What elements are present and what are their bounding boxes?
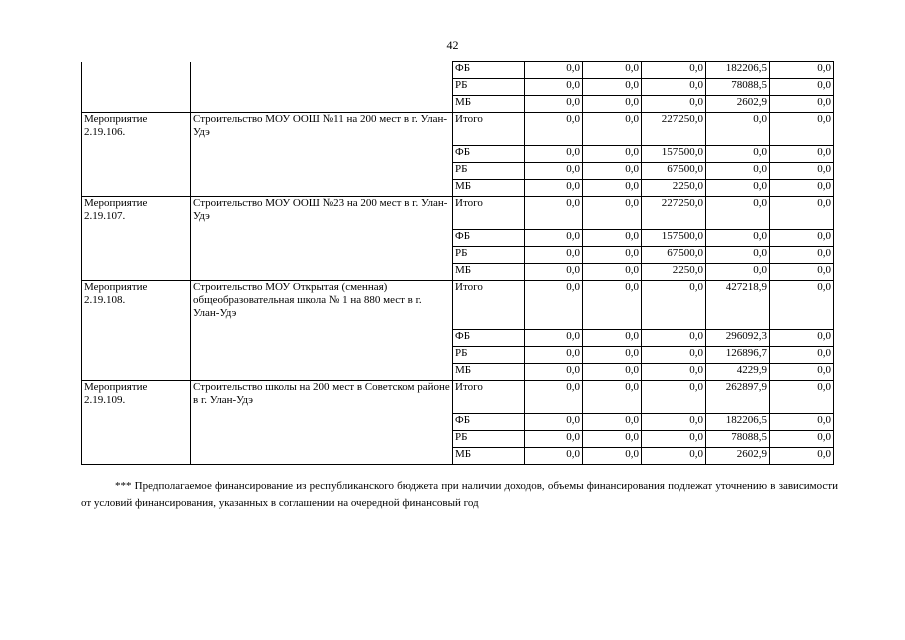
value-cell: 0,0: [706, 163, 770, 180]
source-cell: РБ: [453, 431, 525, 448]
value-cell: 0,0: [525, 146, 583, 163]
value-cell: 0,0: [525, 247, 583, 264]
value-cell: 0,0: [525, 448, 583, 465]
table-row: [82, 62, 834, 79]
value-cell: 0,0: [583, 414, 642, 431]
footnote: *** Предполагаемое финансирование из республиканского бюджета при наличии доходов, объемы финансирования подлежат уточнению в зависимости от условий финансирования, указанных в соглашении на очередной финансовый год: [81, 480, 838, 509]
value-cell: 0,0: [525, 381, 583, 414]
value-cell: 0,0: [770, 146, 834, 163]
value-cell: 0,0: [525, 113, 583, 146]
value-cell: 4229,9: [706, 364, 770, 381]
value-cell: 0,0: [583, 96, 642, 113]
value-cell: 2602,9: [706, 96, 770, 113]
measure-id-cell: Мероприятие 2.19.106.: [82, 113, 191, 197]
measure-title-cell: Строительство МОУ ООШ №11 на 200 мест в г. Улан-Удэ: [191, 113, 453, 197]
value-cell: 78088,5: [706, 79, 770, 96]
measure-id-cell: Мероприятие 2.19.108.: [82, 281, 191, 381]
value-cell: 0,0: [525, 264, 583, 281]
value-cell: 0,0: [770, 180, 834, 197]
source-cell: РБ: [453, 247, 525, 264]
value-cell: 0,0: [525, 230, 583, 247]
value-cell: 0,0: [770, 364, 834, 381]
value-cell: 0,0: [770, 330, 834, 347]
value-cell: 0,0: [706, 197, 770, 230]
value-cell: 67500,0: [642, 247, 706, 264]
value-cell: 0,0: [583, 364, 642, 381]
table-row: [82, 197, 834, 230]
source-cell: МБ: [453, 96, 525, 113]
value-cell: 0,0: [583, 347, 642, 364]
value-cell: 0,0: [525, 163, 583, 180]
value-cell: 2250,0: [642, 180, 706, 197]
measure-title-cell: Строительство МОУ Открытая (сменная) общеобразовательная школа № 1 на 880 мест в г. Улан-Удэ: [191, 281, 453, 381]
value-cell: 0,0: [642, 381, 706, 414]
table-row: [82, 113, 834, 146]
value-cell: 0,0: [642, 330, 706, 347]
value-cell: 0,0: [770, 163, 834, 180]
value-cell: 0,0: [642, 448, 706, 465]
value-cell: 0,0: [706, 247, 770, 264]
value-cell: 0,0: [770, 431, 834, 448]
value-cell: 78088,5: [706, 431, 770, 448]
source-cell: РБ: [453, 163, 525, 180]
value-cell: 0,0: [770, 381, 834, 414]
source-cell: МБ: [453, 364, 525, 381]
value-cell: 0,0: [525, 180, 583, 197]
value-cell: 0,0: [583, 113, 642, 146]
value-cell: 427218,9: [706, 281, 770, 330]
value-cell: 0,0: [525, 281, 583, 330]
value-cell: 227250,0: [642, 113, 706, 146]
measure-id-cell: Мероприятие 2.19.107.: [82, 197, 191, 281]
value-cell: 0,0: [525, 62, 583, 79]
source-cell: Итого: [453, 197, 525, 230]
value-cell: 0,0: [583, 281, 642, 330]
value-cell: 0,0: [770, 414, 834, 431]
value-cell: 0,0: [770, 79, 834, 96]
value-cell: 0,0: [583, 163, 642, 180]
source-cell: РБ: [453, 347, 525, 364]
value-cell: 157500,0: [642, 230, 706, 247]
value-cell: 0,0: [583, 330, 642, 347]
value-cell: 2602,9: [706, 448, 770, 465]
page-number: 42: [446, 38, 459, 52]
value-cell: 0,0: [525, 431, 583, 448]
source-cell: Итого: [453, 381, 525, 414]
value-cell: 0,0: [770, 247, 834, 264]
source-cell: МБ: [453, 180, 525, 197]
value-cell: 126896,7: [706, 347, 770, 364]
value-cell: 0,0: [642, 62, 706, 79]
value-cell: 0,0: [583, 146, 642, 163]
source-cell: ФБ: [453, 146, 525, 163]
value-cell: 0,0: [642, 364, 706, 381]
source-cell: ФБ: [453, 330, 525, 347]
value-cell: 67500,0: [642, 163, 706, 180]
value-cell: 0,0: [770, 264, 834, 281]
source-cell: ФБ: [453, 230, 525, 247]
value-cell: 0,0: [770, 62, 834, 79]
value-cell: 262897,9: [706, 381, 770, 414]
value-cell: 0,0: [770, 281, 834, 330]
value-cell: 0,0: [525, 79, 583, 96]
source-cell: Итого: [453, 113, 525, 146]
value-cell: 0,0: [770, 347, 834, 364]
value-cell: 0,0: [525, 197, 583, 230]
value-cell: 0,0: [583, 230, 642, 247]
measure-title-cell: Строительство МОУ ООШ №23 на 200 мест в г. Улан-Удэ: [191, 197, 453, 281]
value-cell: 0,0: [770, 230, 834, 247]
value-cell: 0,0: [525, 347, 583, 364]
value-cell: 0,0: [642, 281, 706, 330]
table-row: [82, 281, 834, 330]
value-cell: 182206,5: [706, 62, 770, 79]
value-cell: 0,0: [583, 62, 642, 79]
source-cell: МБ: [453, 448, 525, 465]
value-cell: 0,0: [770, 96, 834, 113]
value-cell: 2250,0: [642, 264, 706, 281]
value-cell: 0,0: [642, 79, 706, 96]
value-cell: 0,0: [583, 79, 642, 96]
value-cell: 0,0: [583, 180, 642, 197]
table-row: [82, 381, 834, 414]
value-cell: 0,0: [583, 247, 642, 264]
measure-title-cell: Строительство школы на 200 мест в Советском районе в г. Улан-Удэ: [191, 381, 453, 465]
source-cell: ФБ: [453, 414, 525, 431]
value-cell: 0,0: [642, 347, 706, 364]
source-cell: РБ: [453, 79, 525, 96]
value-cell: 0,0: [642, 96, 706, 113]
value-cell: 0,0: [770, 197, 834, 230]
value-cell: 157500,0: [642, 146, 706, 163]
value-cell: 0,0: [706, 180, 770, 197]
value-cell: 0,0: [706, 230, 770, 247]
value-cell: 0,0: [525, 330, 583, 347]
source-cell: ФБ: [453, 62, 525, 79]
value-cell: 0,0: [770, 448, 834, 465]
value-cell: 0,0: [525, 414, 583, 431]
value-cell: 0,0: [583, 448, 642, 465]
value-cell: 0,0: [583, 197, 642, 230]
value-cell: 0,0: [642, 414, 706, 431]
measure-id-cell: Мероприятие 2.19.109.: [82, 381, 191, 465]
value-cell: 0,0: [706, 264, 770, 281]
value-cell: 0,0: [642, 431, 706, 448]
source-cell: МБ: [453, 264, 525, 281]
value-cell: 296092,3: [706, 330, 770, 347]
value-cell: 0,0: [583, 381, 642, 414]
value-cell: 182206,5: [706, 414, 770, 431]
measure-id-cell: [82, 62, 191, 113]
financing-table: [81, 61, 834, 465]
value-cell: 0,0: [525, 364, 583, 381]
value-cell: 227250,0: [642, 197, 706, 230]
value-cell: 0,0: [770, 113, 834, 146]
value-cell: 0,0: [525, 96, 583, 113]
source-cell: Итого: [453, 281, 525, 330]
value-cell: 0,0: [706, 146, 770, 163]
value-cell: 0,0: [706, 113, 770, 146]
value-cell: 0,0: [583, 264, 642, 281]
value-cell: 0,0: [583, 431, 642, 448]
measure-title-cell: [191, 62, 453, 113]
